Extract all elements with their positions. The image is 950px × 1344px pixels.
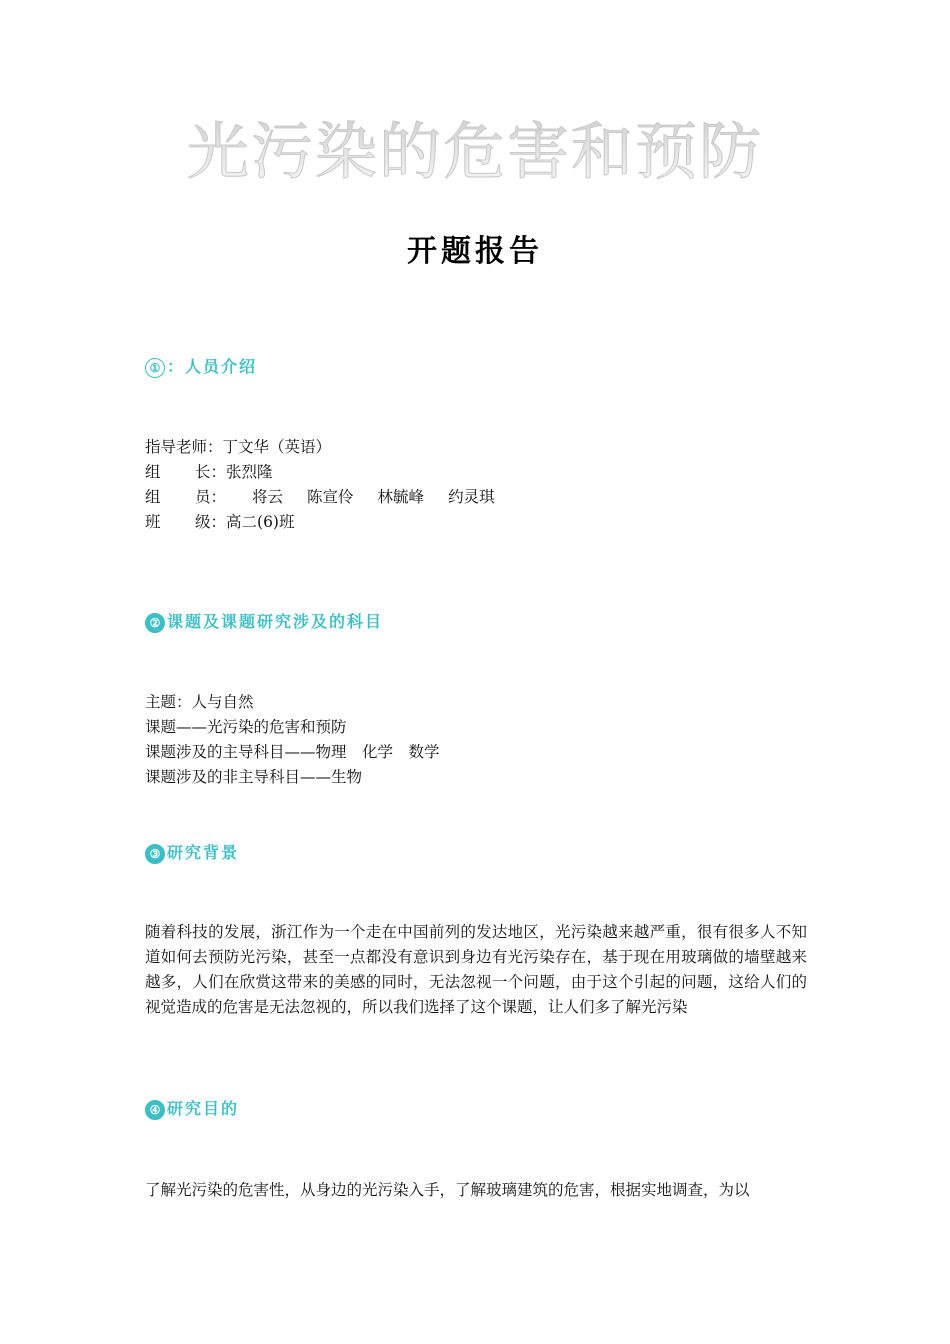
leader-value: 张烈隆 [226,463,273,481]
section-number-icon: ③ [145,844,165,864]
personnel-list [145,435,810,535]
document-title: 光污染的危害和预防 [0,112,950,192]
section-heading-background [145,841,239,865]
advisor-value: 丁文华（英语） [222,438,332,456]
section-number-icon: ① [145,358,165,378]
theme-line: 主题：人与自然 [145,693,254,711]
class-label-b: 级： [195,513,227,531]
leader-line [145,460,810,485]
topic-line: 课题——光污染的危害和预防 [145,718,347,736]
class-line [145,510,810,535]
leader-label-b: 长： [195,463,227,481]
section-heading-text: 课题及课题研究涉及的科目 [167,612,384,631]
document-subtitle: 开题报告 [407,234,543,269]
advisor-line [145,435,810,460]
minor-subjects-line: 课题涉及的非主导科目——生物 [145,768,363,786]
member-name: 陈宣伶 [307,488,354,506]
section-heading-text: 研究目的 [167,1099,240,1118]
leader-label-a: 组 [145,463,161,481]
purpose-paragraph: 了解光污染的危害性，从身边的光污染入手，了解玻璃建筑的危害，根据实地调查，为以 [145,1181,750,1199]
members-label-b: 员： [195,488,227,506]
section-number-icon: ② [145,613,165,633]
members-label-a: 组 [145,488,161,506]
section-heading-text: 研究背景 [167,843,240,862]
section-heading-subjects [145,610,383,634]
class-label-a: 班 [145,513,161,531]
section-heading-purpose [145,1097,239,1121]
member-name: 约灵琪 [448,488,495,506]
members-line [145,485,810,510]
member-name: 将云 [252,488,284,506]
section-heading-personnel [145,355,257,379]
subjects-list [145,690,810,790]
section-number-icon: ④ [145,1100,165,1120]
class-value: 高二(6)班 [226,513,295,531]
advisor-label: 指导老师： [145,438,223,456]
member-name: 林毓峰 [377,488,425,506]
section-heading-text: ：人员介绍 [167,357,258,376]
background-paragraph: 随着科技的发展，浙江作为一个走在中国前列的发达地区，光污染越来越严重，很有很多人不知道如何去预防光污染，甚至一点都没有意识到身边有光污染存在，基于现在用玻璃做的墙壁越来越多，人们在欣赏这带来的美感的同时，无法忽视一个问题，由于这个引起的问题，这给人们的视觉造成的危害是无法忽视的，所以我们选择了这个课题，让人们多了解光污染 [145,923,807,1016]
main-subjects-line: 课题涉及的主导科目——物理 化学 数学 [145,743,440,761]
